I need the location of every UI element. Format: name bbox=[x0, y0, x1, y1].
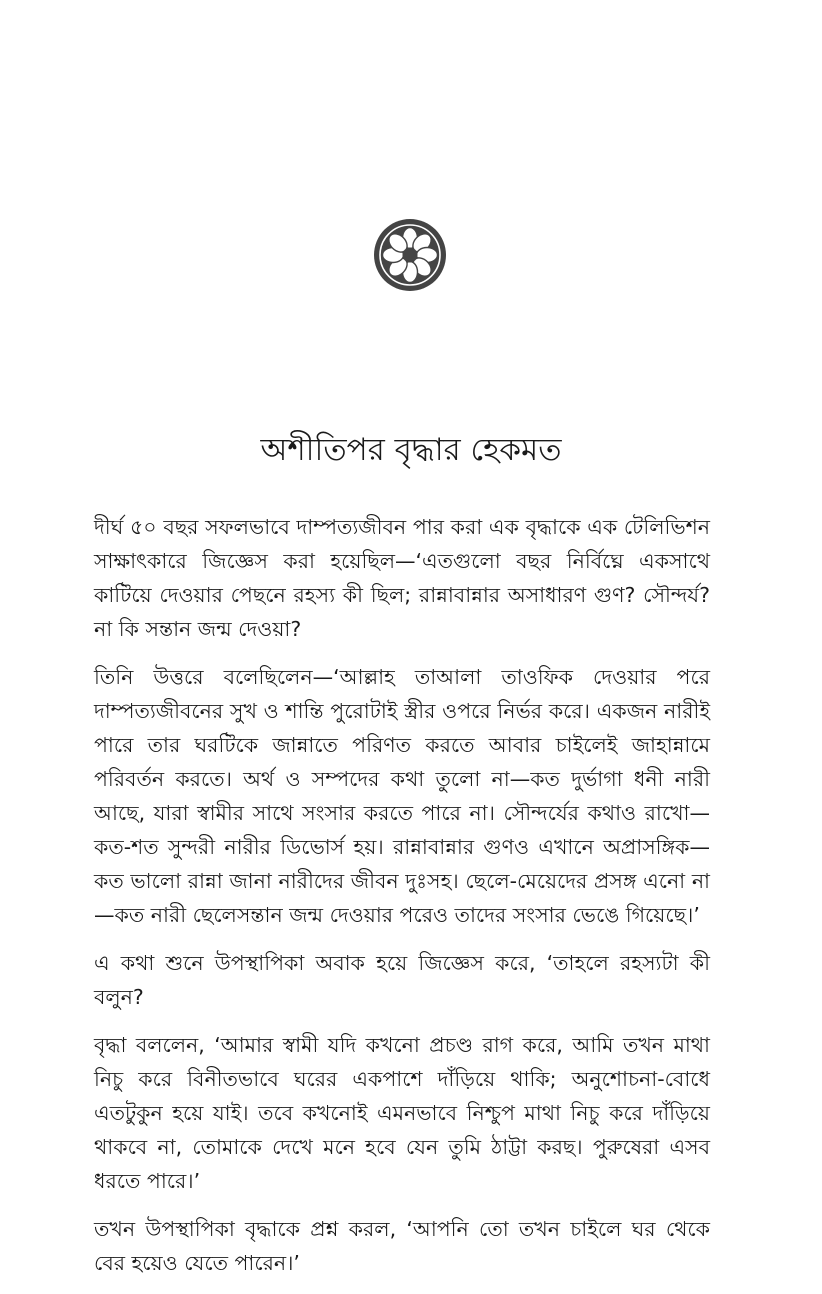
chapter-body bbox=[94, 510, 710, 1294]
chapter-title: অশীতিপর বৃদ্ধার হেকমত bbox=[260, 432, 562, 468]
paragraph-2: তিনি উত্তরে বলেছিলেন—‘আল্লাহ তাআলা তাওফিক দেওয়ার পরে দাম্পত্যজীবনের সুখ ও শান্তি পুরোটাই স্ত্রীর ওপরে নির্ভর করে। একজন নারীই পারে তার ঘরটিকে জান্নাতে পরিণত করতে আবার চাইলেই জাহান্নামে পরিবর্তন করতে। অর্থ ও সম্পদের কথা তুলো না—কত দুর্ভাগা ধনী নারী আছে, যারা স্বামীর সাথে সংসার করতে পারে না। সৌন্দর্যের কথাও রাখো—কত-শত সুন্দরী নারীর ডিভোর্স হয়। রান্নাবান্নার গুণও এখানে অপ্রাসঙ্গিক—কত ভালো রান্না জানা নারীদের জীবন দুঃসহ। ছেলে-মেয়েদের প্রসঙ্গ এনো না—কত নারী ছেলেসন্তান জন্ম দেওয়ার পরেও তাদের সংসার ভেঙে গিয়েছে।’ bbox=[94, 665, 710, 927]
paragraph-5: তখন উপস্থাপিকা বৃদ্ধাকে প্রশ্ন করল, ‘আপনি তো তখন চাইলে ঘর থেকে বের হয়েও যেতে পারেন।’ bbox=[94, 1217, 710, 1275]
flower-rosette-icon bbox=[373, 218, 447, 292]
paragraph-1: দীর্ঘ ৫০ বছর সফলভাবে দাম্পত্যজীবন পার করা এক বৃদ্ধাকে এক টেলিভিশন সাক্ষাৎকারে জিজ্ঞেস করা হয়েছিল—‘এতগুলো বছর নির্বিঘ্নে একসাথে কাটিয়ে দেওয়ার পেছনে রহস্য কী ছিল; রান্নাবান্নার অসাধারণ গুণ? সৌন্দর্য? না কি সন্তান জন্ম দেওয়া? bbox=[94, 515, 710, 641]
paragraph-4: বৃদ্ধা বললেন, ‘আমার স্বামী যদি কখনো প্রচণ্ড রাগ করে, আমি তখন মাথা নিচু করে বিনীতভাবে ঘরের একপাশে দাঁড়িয়ে থাকি; অনুশোচনা-বোধে এতটুকুন হয়ে যাই। তবে কখনোই এমনভাবে নিশ্চুপ মাথা নিচু করে দাঁড়িয়ে থাকবে না, তোমাকে দেখে মনে হবে যেন তুমি ঠাট্টা করছ। পুরুষেরা এসব ধরতে পারে।’ bbox=[94, 1033, 710, 1193]
paragraph-3: এ কথা শুনে উপস্থাপিকা অবাক হয়ে জিজ্ঞেস করে, ‘তাহলে রহস্যটা কী বলুন? bbox=[94, 951, 710, 1009]
